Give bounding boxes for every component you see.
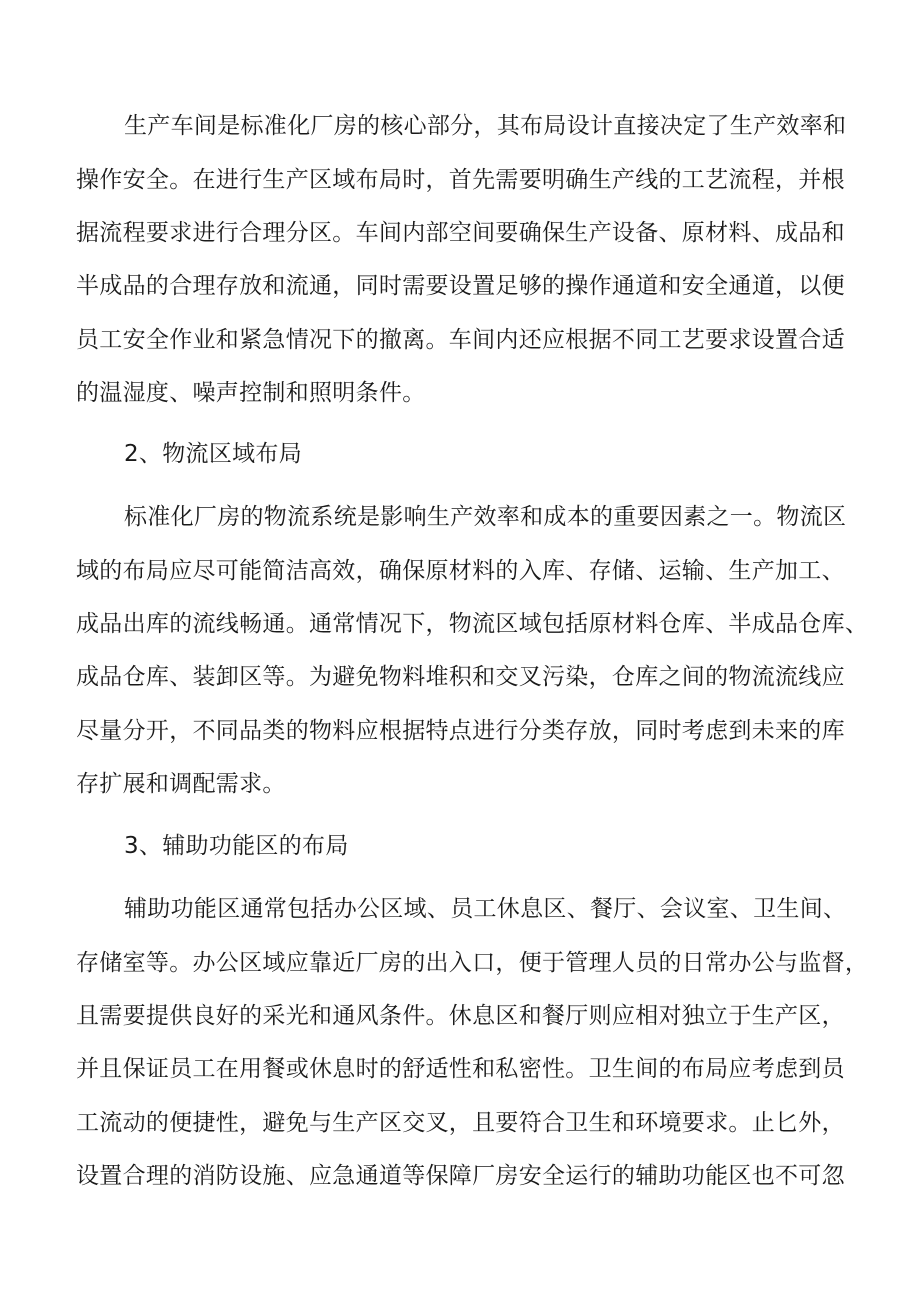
paragraph-1-line-5: 员工安全作业和紧急情况下的撤离。车间内还应根据不同工艺要求设置合适	[76, 327, 845, 353]
paragraph-2-line-6: 存扩展和调配需求。	[76, 771, 286, 797]
paragraph-2-line-4: 成品仓库、装卸区等。为避免物料堆积和交叉污染，仓库之间的物流流线应	[76, 664, 845, 690]
section-heading-3: 3、辅助功能区的布局	[124, 833, 349, 859]
paragraph-2-line-5: 尽量分开，不同品类的物料应根据特点进行分类存放，同时考虑到未来的库	[76, 718, 845, 744]
paragraph-1-line-4: 半成品的合理存放和流通，同时需要设置足够的操作通道和安全通道，以便	[76, 273, 845, 299]
paragraph-1-line-2: 操作安全。在进行生产区域布局时，首先需要明确生产线的工艺流程，并根	[76, 167, 845, 193]
paragraph-3-line-3: 且需要提供良好的采光和通风条件。休息区和餐厅则应相对独立于生产区，	[76, 1003, 845, 1029]
paragraph-3-line-6: 设置合理的消防设施、应急通道等保障厂房安全运行的辅助功能区也不可忽	[76, 1163, 845, 1189]
paragraph-2-line-2: 域的布局应尽可能简洁高效，确保原材料的入库、存储、运输、生产加工、	[76, 558, 845, 584]
paragraph-2-line-1: 标准化厂房的物流系统是影响生产效率和成本的重要因素之一。物流区	[124, 504, 847, 530]
paragraph-1-line-1: 生产车间是标准化厂房的核心部分，其布局设计直接决定了生产效率和	[124, 113, 847, 139]
paragraph-3-line-5: 工流动的便捷性，避免与生产区交叉，且要符合卫生和环境要求。止匕外，	[76, 1110, 845, 1136]
paragraph-3-line-2: 存储室等。办公区域应靠近厂房的出入口，便于管理人员的日常办公与监督，	[76, 950, 869, 976]
paragraph-2-line-3: 成品出库的流线畅通。通常情况下，物流区域包括原材料仓库、半成品仓库、	[76, 611, 869, 637]
paragraph-1-line-6: 的温湿度、噪声控制和照明条件。	[76, 380, 426, 406]
paragraph-1-line-3: 据流程要求进行合理分区。车间内部空间要确保生产设备、原材料、成品和	[76, 220, 845, 246]
paragraph-3-line-1: 辅助功能区通常包括办公区域、员工休息区、餐厅、会议室、卫生间、	[124, 896, 847, 922]
section-heading-2: 2、物流区域布局	[124, 441, 303, 467]
paragraph-3-line-4: 并且保证员工在用餐或休息时的舒适性和私密性。卫生间的布局应考虑到员	[76, 1056, 845, 1082]
